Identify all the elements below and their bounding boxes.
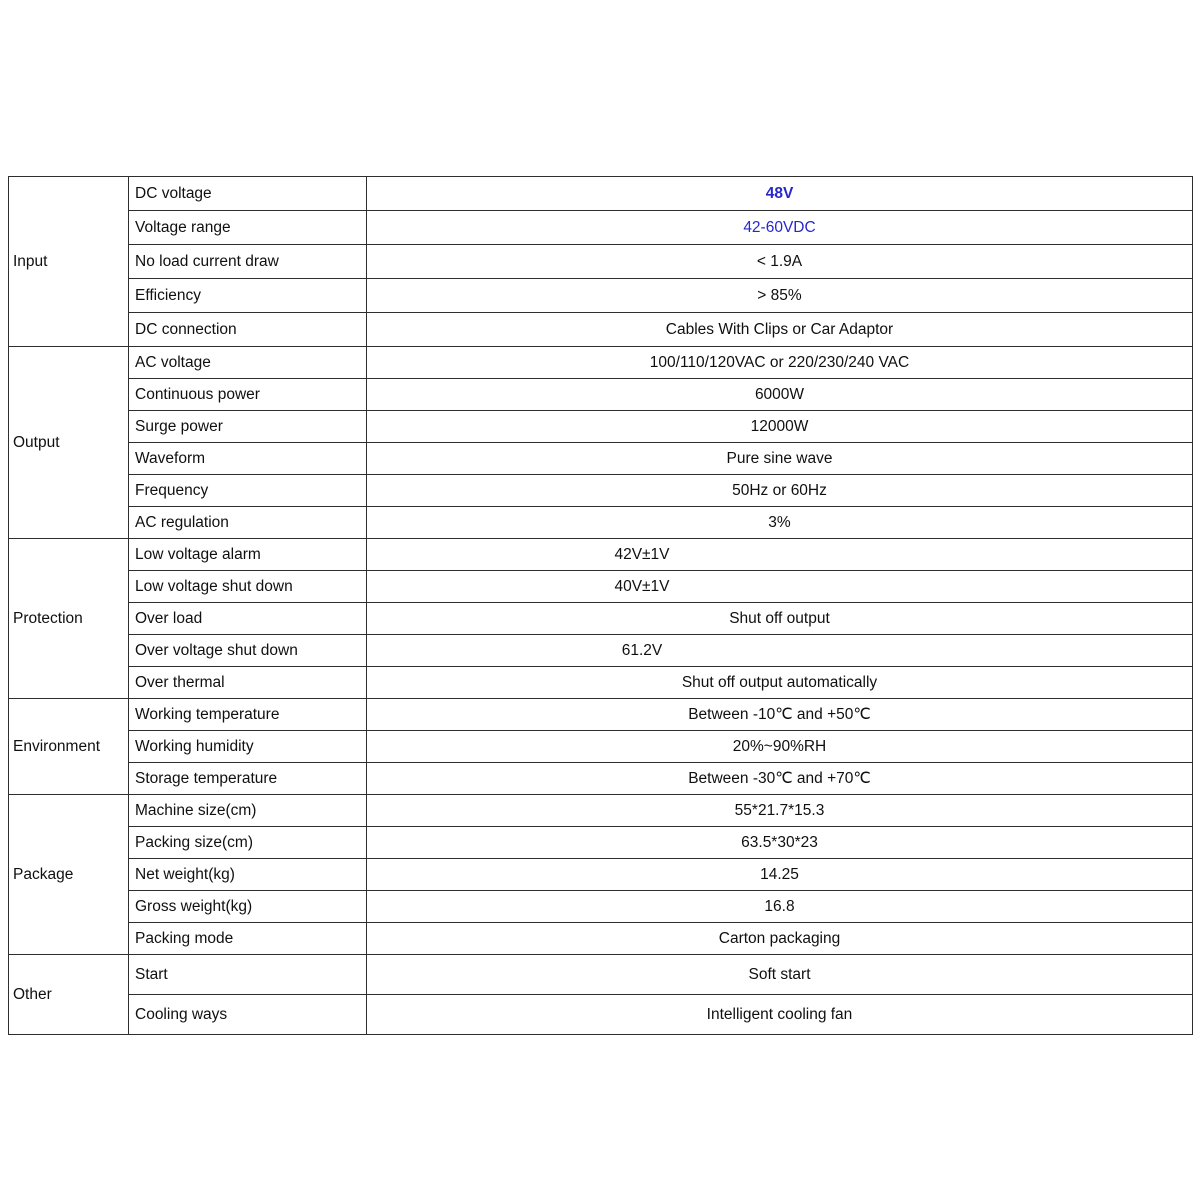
category-cell-environment: Environment <box>9 699 129 795</box>
table-row <box>9 763 1193 795</box>
param-cell: Working humidity <box>129 731 367 763</box>
value-cell: Intelligent cooling fan <box>367 995 1193 1035</box>
param-cell: Frequency <box>129 475 367 507</box>
table-row <box>9 411 1193 443</box>
table-row <box>9 795 1193 827</box>
param-cell: Over thermal <box>129 667 367 699</box>
table-row <box>9 245 1193 279</box>
value-cell: 12000W <box>367 411 1193 443</box>
table-row <box>9 603 1193 635</box>
category-cell-output: Output <box>9 347 129 539</box>
param-cell: Cooling ways <box>129 995 367 1035</box>
value-cell: 48V <box>367 177 1193 211</box>
specification-sheet <box>8 176 1193 1035</box>
table-row <box>9 891 1193 923</box>
value-cell: Pure sine wave <box>367 443 1193 475</box>
table-row <box>9 475 1193 507</box>
param-cell: DC connection <box>129 313 367 347</box>
param-cell: Net weight(kg) <box>129 859 367 891</box>
table-row <box>9 955 1193 995</box>
value-cell: Carton packaging <box>367 923 1193 955</box>
category-cell-package: Package <box>9 795 129 955</box>
param-cell: Waveform <box>129 443 367 475</box>
param-cell: No load current draw <box>129 245 367 279</box>
param-cell: AC voltage <box>129 347 367 379</box>
value-cell: 100/110/120VAC or 220/230/240 VAC <box>367 347 1193 379</box>
param-cell: Efficiency <box>129 279 367 313</box>
value-cell: 20%~90%RH <box>367 731 1193 763</box>
param-cell: Voltage range <box>129 211 367 245</box>
value-cell: < 1.9A <box>367 245 1193 279</box>
table-row <box>9 443 1193 475</box>
value-cell: Between -10℃ and +50℃ <box>367 699 1193 731</box>
table-row <box>9 313 1193 347</box>
value-cell: Cables With Clips or Car Adaptor <box>367 313 1193 347</box>
param-cell: Low voltage alarm <box>129 539 367 571</box>
table-row <box>9 995 1193 1035</box>
table-row <box>9 731 1193 763</box>
value-cell: Soft start <box>367 955 1193 995</box>
param-cell: AC regulation <box>129 507 367 539</box>
param-cell: Working temperature <box>129 699 367 731</box>
table-row <box>9 923 1193 955</box>
value-cell: Shut off output automatically <box>367 667 1193 699</box>
value-cell: 40V±1V <box>367 571 1193 603</box>
table-row <box>9 571 1193 603</box>
table-row <box>9 507 1193 539</box>
param-cell: DC voltage <box>129 177 367 211</box>
table-row <box>9 827 1193 859</box>
table-row <box>9 379 1193 411</box>
value-cell: > 85% <box>367 279 1193 313</box>
table-row <box>9 667 1193 699</box>
table-row <box>9 859 1193 891</box>
value-cell: Shut off output <box>367 603 1193 635</box>
value-cell: Between -30℃ and +70℃ <box>367 763 1193 795</box>
table-row <box>9 347 1193 379</box>
table-row <box>9 211 1193 245</box>
param-cell: Surge power <box>129 411 367 443</box>
value-cell: 63.5*30*23 <box>367 827 1193 859</box>
table-row <box>9 539 1193 571</box>
param-cell: Start <box>129 955 367 995</box>
value-cell: 61.2V <box>367 635 1193 667</box>
specification-table <box>8 176 1193 1035</box>
category-cell-input: Input <box>9 177 129 347</box>
value-cell: 42-60VDC <box>367 211 1193 245</box>
param-cell: Over load <box>129 603 367 635</box>
value-cell: 55*21.7*15.3 <box>367 795 1193 827</box>
param-cell: Machine size(cm) <box>129 795 367 827</box>
param-cell: Gross weight(kg) <box>129 891 367 923</box>
value-cell: 16.8 <box>367 891 1193 923</box>
param-cell: Packing mode <box>129 923 367 955</box>
value-cell: 3% <box>367 507 1193 539</box>
param-cell: Over voltage shut down <box>129 635 367 667</box>
table-row <box>9 279 1193 313</box>
param-cell: Continuous power <box>129 379 367 411</box>
table-row <box>9 177 1193 211</box>
table-row <box>9 635 1193 667</box>
value-cell: 42V±1V <box>367 539 1193 571</box>
value-cell: 6000W <box>367 379 1193 411</box>
value-cell: 50Hz or 60Hz <box>367 475 1193 507</box>
value-cell: 14.25 <box>367 859 1193 891</box>
param-cell: Storage temperature <box>129 763 367 795</box>
param-cell: Packing size(cm) <box>129 827 367 859</box>
param-cell: Low voltage shut down <box>129 571 367 603</box>
category-cell-other: Other <box>9 955 129 1035</box>
category-cell-protection: Protection <box>9 539 129 699</box>
table-row <box>9 699 1193 731</box>
